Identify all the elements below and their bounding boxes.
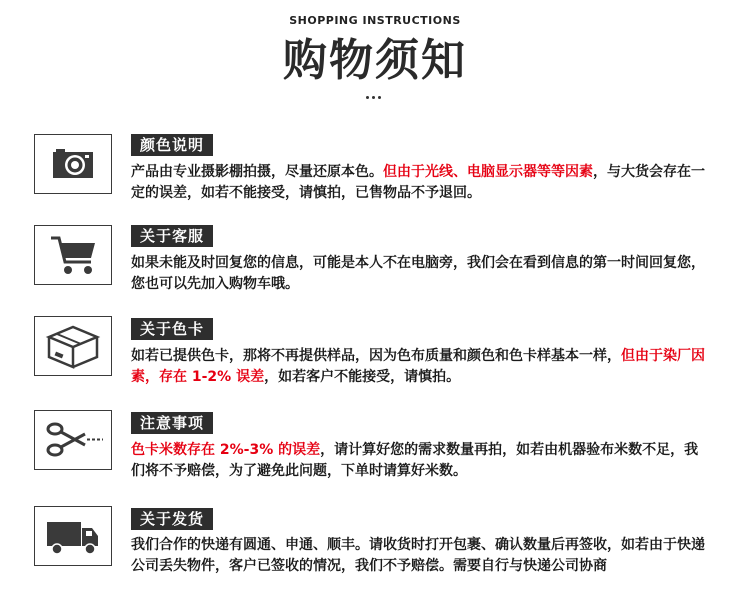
camera-icon [35, 135, 110, 192]
section-heading: 关于客服 [131, 225, 213, 247]
truck-icon [35, 507, 110, 564]
scissors-icon-box [34, 410, 112, 470]
section-body [131, 535, 711, 577]
section-body [131, 346, 711, 388]
shopping-cart-icon [35, 226, 110, 283]
cart-icon-box [34, 225, 112, 285]
box-icon [35, 317, 110, 374]
body-text: 产品由专业摄影棚拍摄，尽量还原本色。 [131, 164, 383, 180]
body-text: ，与大货会存在一定的误差，如若不能接受，请慎拍，已售物品不予退回。 [131, 164, 705, 201]
page-subtitle: SHOPPING INSTRUCTIONS [289, 14, 461, 27]
section-body [131, 440, 711, 482]
body-text-highlight: 但由于染厂因素，存在 1-2% 误差 [131, 348, 705, 385]
section-heading: 关于色卡 [131, 318, 213, 340]
body-text-highlight: 但由于光线、电脑显示器等等因素 [383, 164, 593, 180]
body-text: 我们合作的快递有圆通、申通、顺丰。请收货时打开包裹、确认数量后再签收，如若由于快递公司丢失物件，客户已签收的情况，我们不予赔偿。需要自行与快递公司协商 [131, 537, 705, 574]
truck-icon-box [34, 506, 112, 566]
body-text: 如若已提供色卡，那将不再提供样品，因为色布质量和颜色和色卡样基本一样， [131, 348, 621, 364]
box-icon-box [34, 316, 112, 376]
page-title: 购物须知 [283, 35, 467, 86]
section-heading: 关于发货 [131, 508, 213, 530]
section-body [131, 162, 711, 204]
section-body [131, 253, 711, 295]
section-heading: 颜色说明 [131, 134, 213, 156]
title-dots [366, 96, 386, 100]
body-text: 如果未能及时回复您的信息，可能是本人不在电脑旁，我们会在看到信息的第一时间回复您，您也可以先加入购物车哦。 [131, 255, 705, 292]
body-text: ，如若客户不能接受，请慎拍。 [264, 369, 461, 385]
section-heading: 注意事项 [131, 412, 213, 434]
scissors-icon [35, 411, 110, 468]
body-text-highlight: 色卡米数存在 2%-3% 的误差 [131, 442, 321, 458]
body-text: ，请计算好您的需求数量再拍，如若由机器验布米数不足，我们将不予赔偿，为了避免此问题，下单时请算好米数。 [131, 442, 699, 479]
camera-icon-box [34, 134, 112, 194]
